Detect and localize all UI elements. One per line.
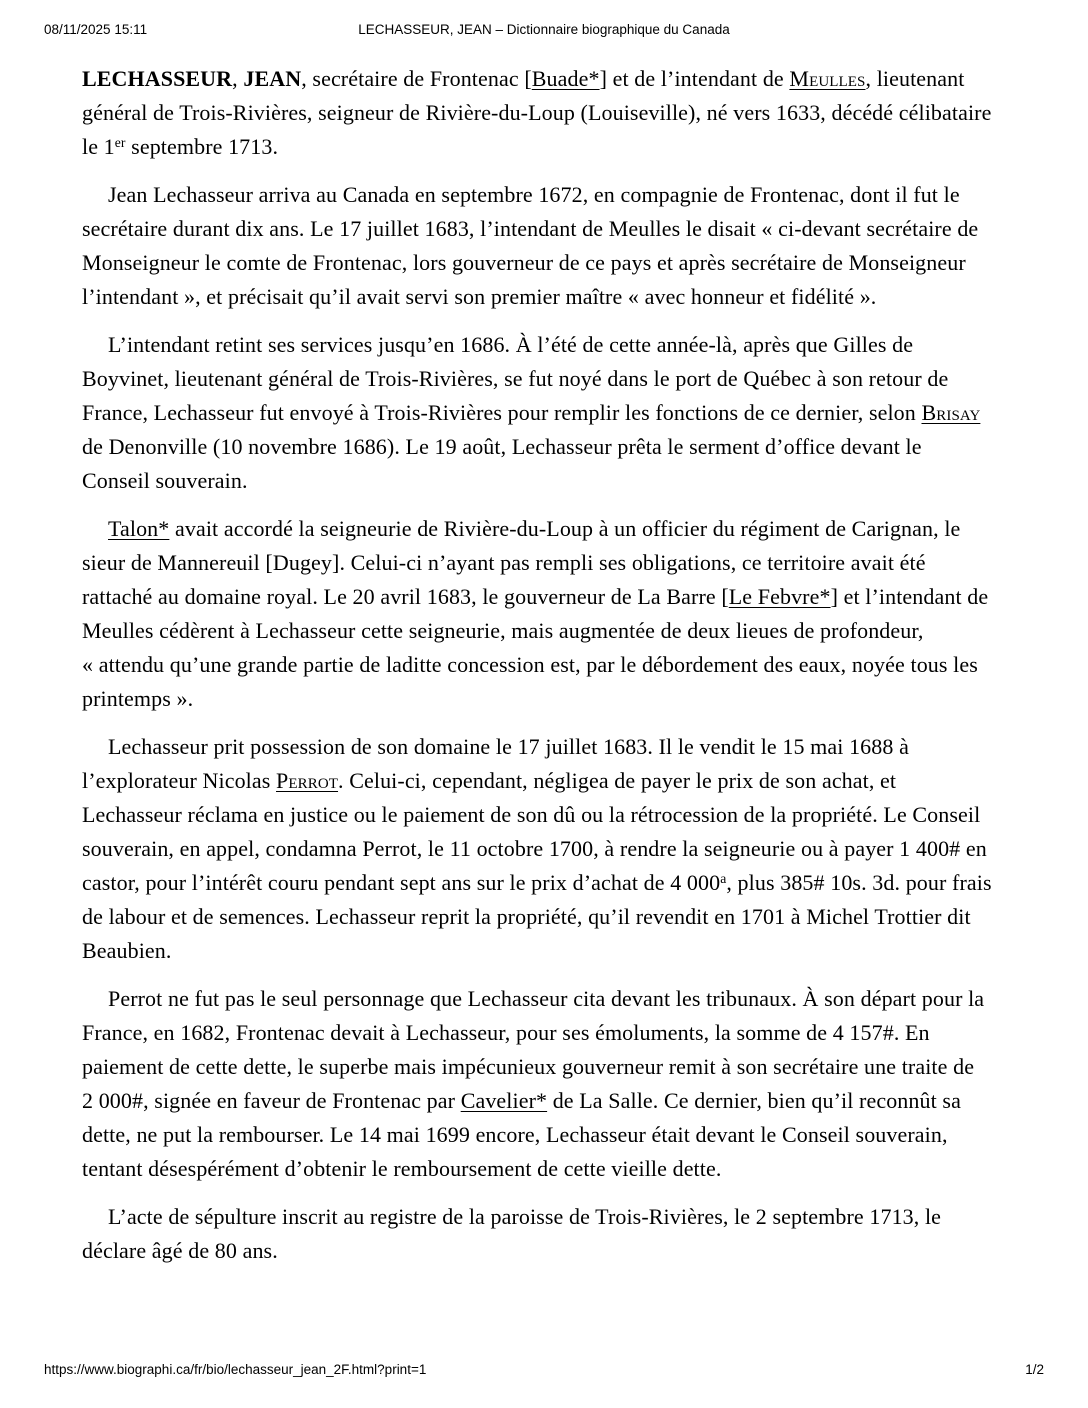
text-run: de Denonville (10 novembre 1686). Le 19 août, Lechasseur prêta le serment d’office devant le Conseil souverain.	[82, 434, 922, 493]
text-run: ] et l’intendant de Meulles cédèrent à Lechasseur cette seigneurie, mais augmentée de deux lieues de profondeur, « attendu qu’une grande partie de laditte concession est, par le débordement des eaux, noyée tous les printemps ».	[82, 584, 989, 711]
source-url: https://www.biographi.ca/fr/bio/lechasseur_jean_2F.html?print=1	[44, 1362, 427, 1377]
text-run: , secrétaire de Frontenac [	[301, 66, 532, 91]
page-number: 1/2	[1025, 1362, 1044, 1377]
bold-text: JEAN	[243, 66, 302, 91]
link-cavelier[interactable]: Cavelier*	[460, 1088, 548, 1113]
text-run: septembre 1713.	[125, 134, 279, 159]
link-brisay[interactable]: Brisay	[921, 400, 981, 425]
paragraph-4	[82, 512, 994, 716]
superscript: er	[114, 135, 126, 151]
print-datetime: 08/11/2025 15:11	[44, 22, 148, 37]
link-le-febvre[interactable]: Le Febvre*	[728, 584, 831, 609]
text-run: . Celui-ci, cependant, négligea de payer le prix de son achat, et Lechasseur réclama en justice ou le paiement de son dû ou la rétrocession de la propriété. Le Conseil souverain, en appel, condamna Perrot, le 11 octobre 1700, à rendre la seigneurie ou à payer 1 400# en castor, pour l’intérêt couru pendant sept ans sur le prix d’achat de 4 000	[82, 768, 987, 895]
text-run: L’intendant retint ses services jusqu’en 1686. À l’été de cette année-là, après que Gilles de Boyvinet, lieutenant général de Trois-Rivières, se fut noyé dans le port de Québec à son retour de France, Lechasseur fut envoyé à Trois-Rivières pour remplir les fonctions de ce dernier, selon	[82, 332, 949, 425]
text-run: ] et de l’intendant de	[599, 66, 790, 91]
article-body	[82, 62, 994, 1282]
print-footer	[44, 1362, 1044, 1380]
paragraph-2	[82, 178, 994, 314]
superscript: a	[720, 871, 727, 887]
paragraph-3	[82, 328, 994, 498]
text-run: Jean Lechasseur arriva au Canada en septembre 1672, en compagnie de Frontenac, dont il fut le secrétaire durant dix ans. Le 17 juillet 1683, l’intendant de Meulles le disait « ci-devant secrétaire de Monseigneur le comte de Frontenac, lors gouverneur de ce pays et après secrétaire de Monseigneur l’intendant », et précisait qu’il avait servi son premier maître « avec honneur et fidélité ».	[82, 182, 979, 309]
paragraph-1	[82, 62, 994, 164]
link-talon[interactable]: Talon*	[108, 516, 170, 541]
text-run: , lieutenant général de Trois-Rivières, seigneur de Rivière-du-Loup (Louiseville), né vers 1633, décédé célibataire le 1	[82, 66, 992, 159]
link-meulles[interactable]: Meulles	[789, 66, 866, 91]
text-run: Perrot ne fut pas le seul personnage que Lechasseur cita devant les tribunaux. À son départ pour la France, en 1682, Frontenac devait à Lechasseur, pour ses émoluments, la somme de 4 157#. En paiement de cette dette, le superbe mais impécunieux gouverneur remit à son secrétaire une traite de 2 000#, signée en faveur de Frontenac par	[82, 986, 985, 1113]
text-run: Lechasseur prit possession de son domaine le 17 juillet 1683. Il le vendit le 15 mai 1688 à l’explorateur Nicolas	[82, 734, 909, 793]
bold-text: LECHASSEUR	[82, 66, 233, 91]
text-run: , plus 385# 10s. 3d. pour frais de labour et de semences. Lechasseur reprit la propriété, qu’il revendit en 1701 à Michel Trottier dit Beaubien.	[82, 870, 992, 963]
text-run: de La Salle. Ce dernier, bien qu’il reconnût sa dette, ne put la rembourser. Le 14 mai 1699 encore, Lechasseur était devant le Conseil souverain, tentant désespérément d’obtenir le remboursement de cette vieille dette.	[82, 1088, 961, 1181]
text-run: ,	[232, 66, 244, 91]
paragraph-6	[82, 982, 994, 1186]
page-title: LECHASSEUR, JEAN – Dictionnaire biographique du Canada	[358, 22, 730, 37]
paragraph-5	[82, 730, 994, 968]
text-run: avait accordé la seigneurie de Rivière-du-Loup à un officier du régiment de Carignan, le sieur de Mannereuil [Dugey]. Celui-ci n’ayant pas rempli ses obligations, ce territoire avait été rattaché au domaine royal. Le 20 avril 1683, le gouverneur de La Barre [	[82, 516, 961, 609]
link-buade[interactable]: Buade*	[531, 66, 600, 91]
print-header	[44, 22, 1044, 40]
link-perrot[interactable]: Perrot	[276, 768, 339, 793]
paragraph-7	[82, 1200, 994, 1268]
text-run: L’acte de sépulture inscrit au registre de la paroisse de Trois-Rivières, le 2 septembre 1713, le déclare âgé de 80 ans.	[82, 1204, 942, 1263]
